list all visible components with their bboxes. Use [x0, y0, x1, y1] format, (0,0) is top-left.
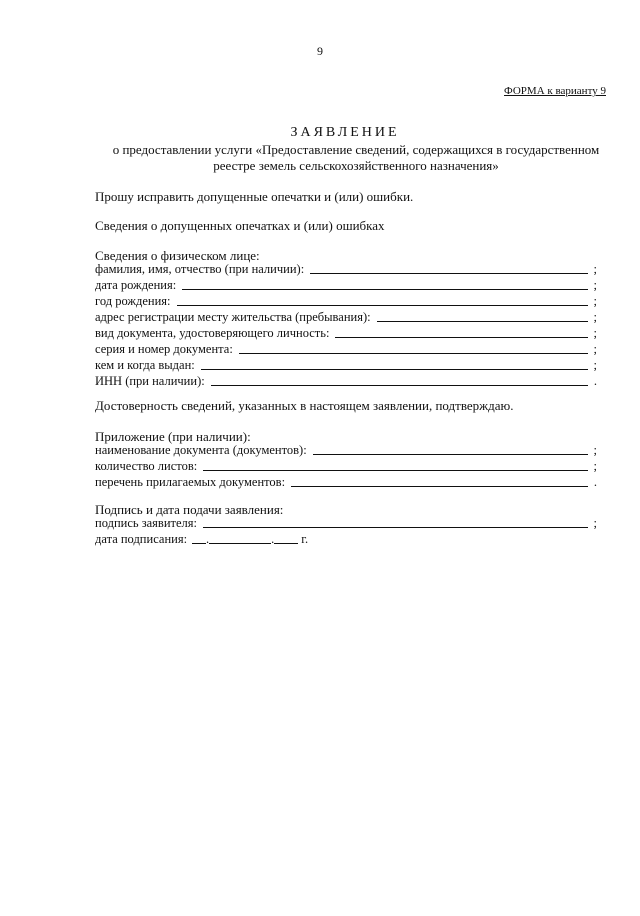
form-reference: ФОРМА к варианту 9 [504, 85, 606, 97]
field-attachment-list[interactable] [95, 475, 597, 490]
field-end: ; [593, 278, 597, 292]
field-end: ; [593, 310, 597, 324]
field-inn[interactable] [95, 374, 597, 389]
confirmation-text: Достоверность сведений, указанных в настоящем заявлении, подтверждаю. [95, 398, 514, 413]
field-id-document-type[interactable] [95, 326, 597, 341]
month-blank[interactable] [209, 542, 271, 544]
date-separator: . [271, 532, 275, 546]
blank-line[interactable] [211, 384, 588, 386]
blank-line[interactable] [291, 485, 588, 487]
date-label: дата подписания: [95, 532, 188, 546]
field-end: ; [593, 516, 597, 530]
field-label: год рождения: [95, 294, 171, 308]
document-subtitle-line2: реестре земель сельскохозяйственного назначения» [213, 158, 499, 173]
field-label: количество листов: [95, 459, 198, 473]
attachment-section-heading: Приложение (при наличии): [95, 429, 251, 444]
field-label: кем и когда выдан: [95, 358, 195, 372]
field-birth-date[interactable] [95, 278, 597, 293]
field-registration-address[interactable] [95, 310, 597, 325]
blank-line[interactable] [182, 288, 588, 290]
field-label: фамилия, имя, отчество (при наличии): [95, 262, 305, 276]
year-suffix: г. [301, 532, 309, 546]
day-blank[interactable] [192, 542, 206, 544]
blank-line[interactable] [335, 336, 588, 338]
blank-line[interactable] [377, 320, 588, 322]
request-text: Прошу исправить допущенные опечатки и (или) ошибки. [95, 189, 414, 204]
document-subtitle-line1: о предоставлении услуги «Предоставление сведений, содержащихся в государственном [112, 142, 600, 157]
field-label: ИНН (при наличии): [95, 374, 205, 388]
year-blank[interactable] [274, 542, 298, 544]
field-label: серия и номер документа: [95, 342, 233, 356]
blank-line[interactable] [239, 352, 588, 354]
field-label: адрес регистрации месту жительства (пребывания): [95, 310, 371, 324]
field-label: наименование документа (документов): [95, 443, 307, 457]
field-signature[interactable] [95, 516, 597, 531]
field-end: ; [593, 358, 597, 372]
field-end: . [593, 475, 597, 489]
field-label: перечень прилагаемых документов: [95, 475, 286, 489]
field-full-name[interactable] [95, 262, 597, 277]
blank-line[interactable] [203, 469, 588, 471]
field-sheet-count[interactable] [95, 459, 597, 474]
blank-line[interactable] [177, 304, 588, 306]
field-end: ; [593, 342, 597, 356]
field-issued-by[interactable] [95, 358, 597, 373]
field-end: ; [593, 326, 597, 340]
field-end: ; [593, 262, 597, 276]
field-label: подпись заявителя: [95, 516, 197, 530]
page-number: 9 [317, 44, 323, 58]
field-end: ; [593, 443, 597, 457]
person-section-heading: Сведения о физическом лице: [95, 248, 260, 263]
blank-line[interactable] [203, 526, 588, 528]
field-end: ; [593, 459, 597, 473]
field-document-series-number[interactable] [95, 342, 597, 357]
blank-line[interactable] [313, 453, 588, 455]
field-label: дата рождения: [95, 278, 177, 292]
errors-info-label: Сведения о допущенных опечатках и (или) ошибках [95, 218, 385, 233]
field-end: . [593, 374, 597, 388]
blank-line[interactable] [201, 368, 588, 370]
field-birth-year[interactable] [95, 294, 597, 309]
field-label: вид документа, удостоверяющего личность: [95, 326, 330, 340]
signature-section-heading: Подпись и дата подачи заявления: [95, 502, 284, 517]
blank-line[interactable] [310, 272, 588, 274]
field-signing-date[interactable] [95, 532, 308, 547]
document-title: ЗАЯВЛЕНИЕ [290, 125, 400, 140]
date-separator: . [206, 532, 210, 546]
field-end: ; [593, 294, 597, 308]
field-attachment-name[interactable] [95, 443, 597, 458]
